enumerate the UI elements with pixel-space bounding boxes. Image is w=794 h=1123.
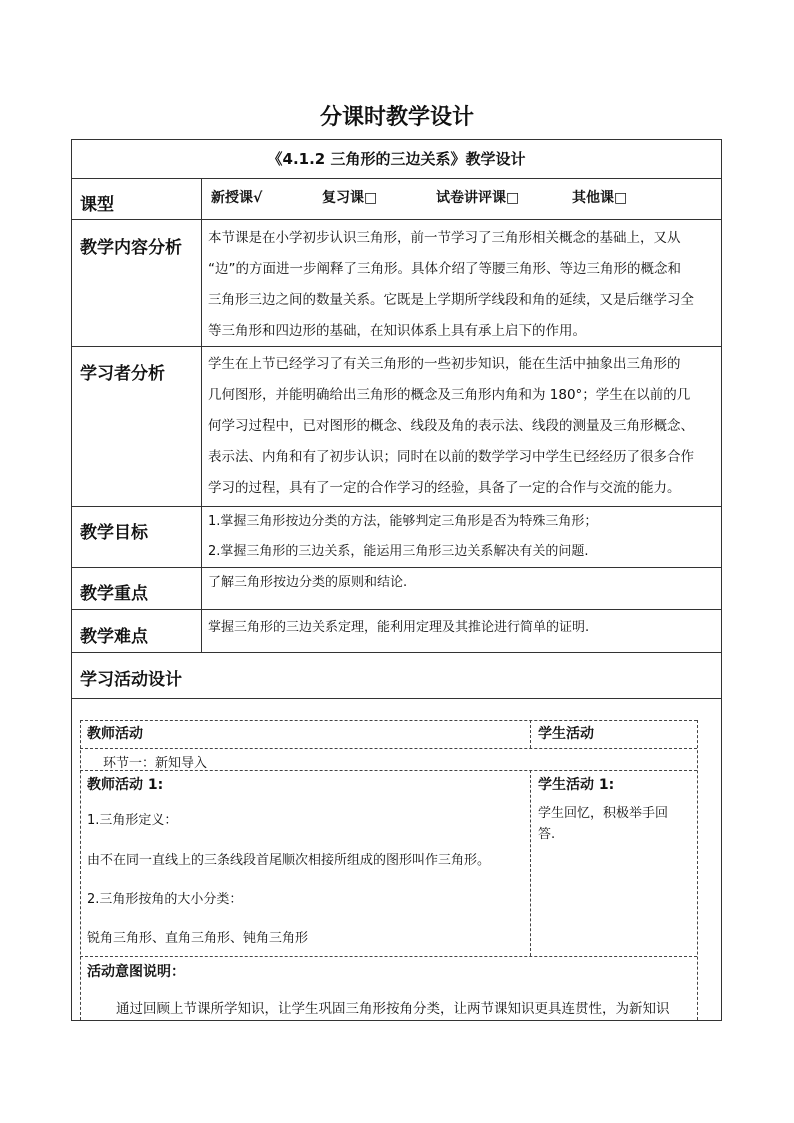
label-goals: 教学目标 [80, 523, 148, 543]
row-divider [71, 652, 722, 653]
teacher-activity-line: 2.三角形按角的大小分类： [87, 892, 243, 907]
table-border-left [71, 139, 72, 1021]
label-activity-design: 学习活动设计 [80, 670, 182, 690]
learner-line: 几何图形，并能明确给出三角形的概念及三角形内角和为 180°；学生在以前的几 [208, 387, 691, 403]
content-line: “边”的方面进一步阐释了三角形。具体介绍了等腰三角形、等边三角形的概念和 [208, 261, 681, 277]
dashed-divider [80, 748, 697, 749]
learner-line: 学习的过程，具有了一定的合作学习的经验，具备了一定的合作与交流的能力。 [208, 480, 681, 496]
label-content: 教学内容分析 [80, 238, 182, 258]
dashed-divider [697, 720, 698, 1020]
dashed-divider [530, 770, 531, 956]
learner-line: 学生在上节已经学习了有关三角形的一些初步知识，能在生活中抽象出三角形的 [208, 356, 681, 372]
key-points-text: 了解三角形按边分类的原则和结论. [208, 575, 408, 590]
type-option-new: 新授课√ [211, 190, 263, 206]
row-divider [71, 219, 722, 220]
teacher-activity-line: 由不在同一直线上的三条线段首尾顺次相接所组成的图形叫作三角形。 [87, 853, 491, 868]
content-analysis-text [208, 223, 718, 347]
label-learner: 学习者分析 [80, 364, 165, 384]
row-divider [71, 178, 722, 179]
row-divider [71, 698, 722, 699]
learner-analysis-text [208, 349, 718, 504]
content-line: 等三角形和四边形的基础，在知识体系上具有承上启下的作用。 [208, 323, 586, 339]
goal-item: 1.掌握三角形按边分类的方法，能够判定三角形是否为特殊三角形； [208, 514, 598, 529]
content-line: 本节课是在小学初步认识三角形，前一节学习了三角形相关概念的基础上，又从 [208, 230, 681, 246]
student-activity-header: 学生活动 [538, 726, 594, 742]
type-option-review: 复习课□ [322, 190, 378, 206]
page-title: 分课时教学设计 [319, 104, 474, 130]
dashed-divider [80, 720, 697, 721]
learner-line: 表示法、内角和有了初步认识；同时在以前的数学学习中学生已经经历了很多合作 [208, 449, 694, 465]
dashed-divider [80, 956, 697, 957]
label-difficulty: 教学难点 [80, 627, 148, 647]
column-divider [201, 178, 202, 653]
table-border-right [721, 139, 722, 1021]
learner-line: 何学习过程中，已对图形的概念、线段及角的表示法、线段的测量及三角形概念、 [208, 418, 694, 434]
type-option-exam: 试卷讲评课□ [436, 190, 520, 206]
dashed-divider [80, 720, 81, 1020]
lesson-title: 《4.1.2 三角形的三边关系》教学设计 [267, 150, 526, 168]
goal-item: 2.掌握三角形的三边关系，能运用三角形三边关系解决有关的问题. [208, 544, 589, 559]
teacher-activity-header: 教师活动 [87, 726, 143, 742]
content-line: 三角形三边之间的数量关系。它既是上学期所学线段和角的延续，又是后继学习全 [208, 292, 694, 308]
label-key: 教学重点 [80, 584, 148, 604]
student-activity-line: 答. [538, 827, 556, 842]
table-border-bottom [71, 1020, 722, 1021]
teacher-activity-line: 锐角三角形、直角三角形、钝角三角形 [87, 931, 309, 946]
intent-text: 通过回顾上节课所学知识，让学生巩固三角形按角分类，让两节课知识更具连贯性，为新知识 [116, 1001, 670, 1017]
difficulty-text: 掌握三角形的三边关系定理，能利用定理及其推论进行简单的证明. [208, 620, 590, 635]
student-activity-line: 学生回忆，积极举手回 [538, 806, 669, 821]
dashed-divider [530, 720, 531, 748]
student-activity-text [538, 803, 668, 845]
type-option-other: 其他课□ [572, 190, 628, 206]
row-divider [71, 609, 722, 610]
label-type: 课型 [80, 195, 114, 215]
teacher-activity-title: 教师活动 1: [87, 777, 164, 793]
stage-label: 环节一：新知导入 [103, 756, 208, 771]
teacher-activity-line: 1.三角形定义： [87, 813, 178, 828]
table-border-top [71, 139, 722, 140]
goals-text [208, 507, 718, 567]
intent-title: 活动意图说明： [87, 964, 185, 980]
student-activity-title: 学生活动 1: [538, 777, 615, 793]
